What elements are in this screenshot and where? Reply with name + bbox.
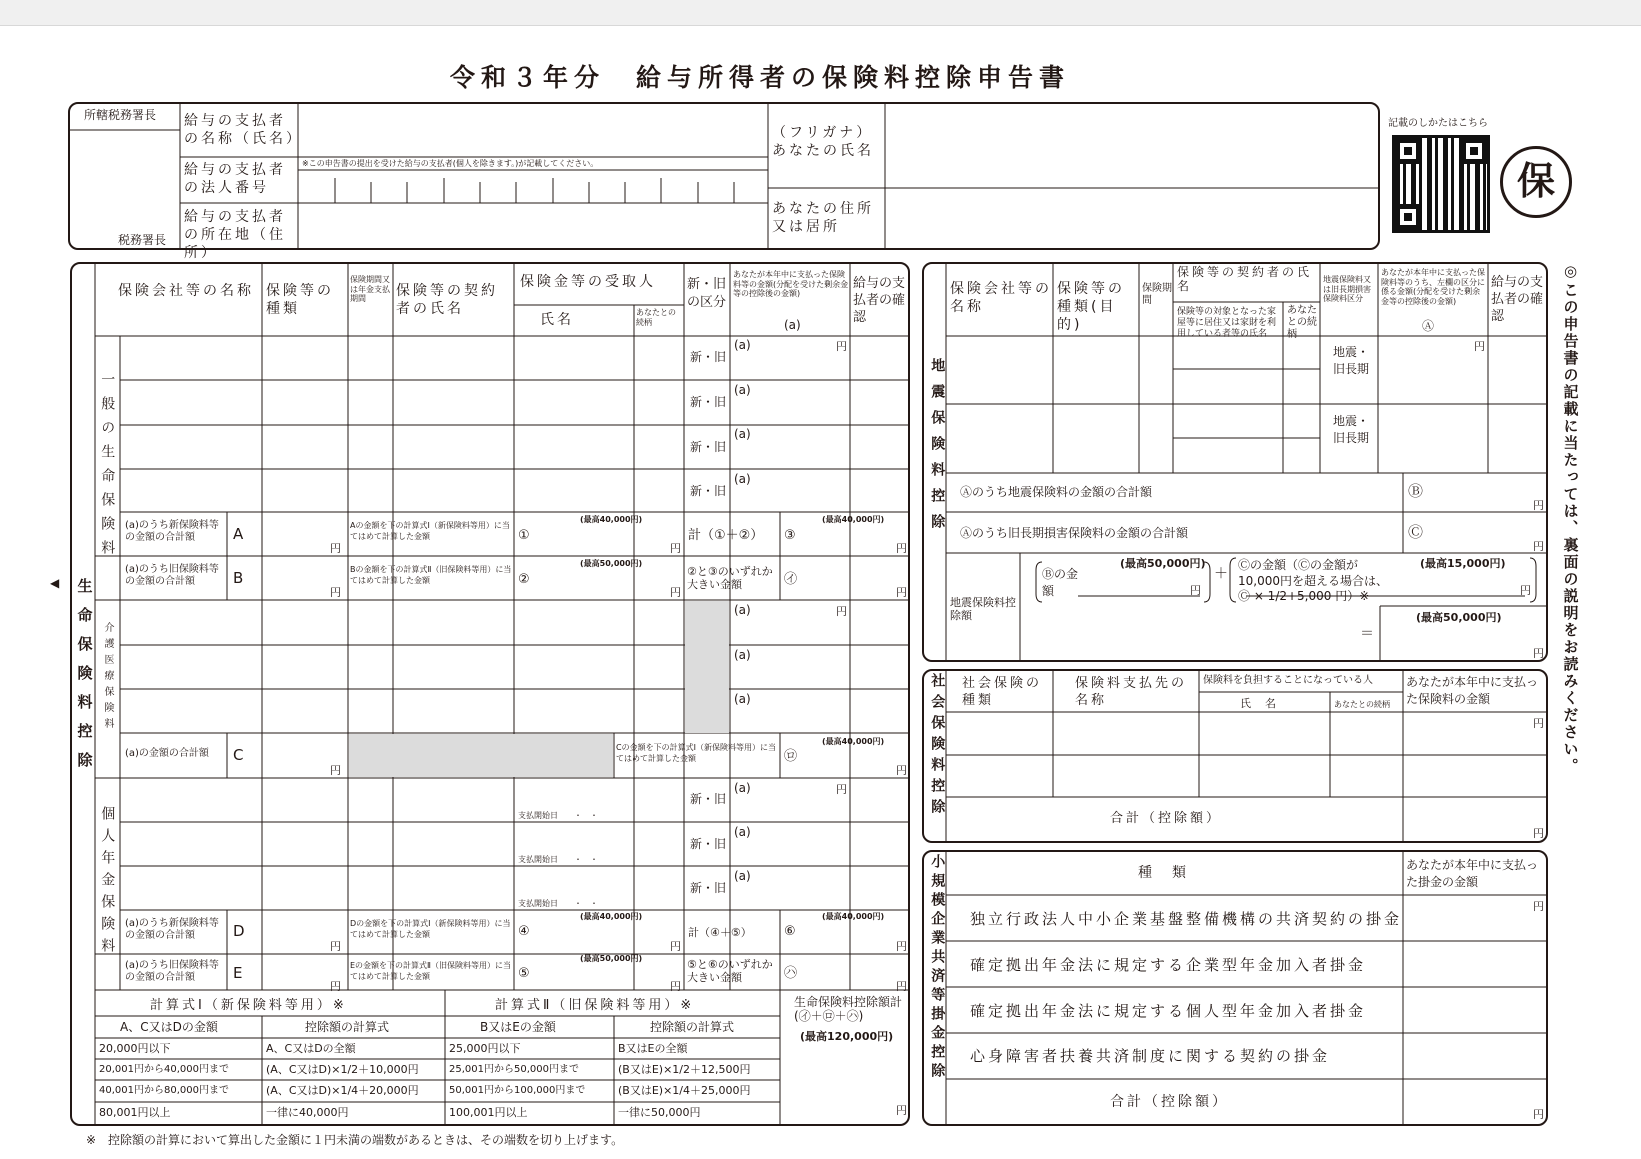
yen: 円 (896, 542, 907, 555)
cha: ㋩ (784, 966, 798, 981)
c6: ⑥ (784, 924, 796, 939)
col-type: 保険等の種類 (266, 283, 334, 318)
yen: 円 (836, 783, 847, 796)
yen: 円 (1533, 900, 1544, 913)
yen: 円 (1474, 340, 1485, 353)
col-amount-a: (a) (784, 318, 801, 332)
c4: ④ (518, 924, 530, 939)
s-col-type: 社会保険の種類 (962, 676, 1043, 708)
formula-cell: 80,001円以上 (99, 1106, 171, 1119)
yen: 円 (330, 764, 341, 777)
s-col-rel: あなたとの続柄 (1334, 700, 1390, 709)
b-amount: Ⓑの金額 (1042, 567, 1079, 598)
a-label: (a) (734, 825, 751, 839)
q-col-object: 保険等の対象となった家屋等に居住又は家財を利用している者等の氏名 (1177, 307, 1277, 339)
sm-row-4: 心身障害者扶養共済制度に関する契約の掛金 (970, 1047, 1331, 1065)
max15: (最高15,000円) (1420, 557, 1506, 570)
c2: ② (518, 572, 530, 587)
payer-number-label: 給与の支払者の法人番号 (184, 162, 286, 197)
yen: 円 (670, 940, 681, 953)
sm-row-3: 確定拠出年金法に規定する個人型年金加入者掛金 (970, 1002, 1367, 1020)
pay-start: 支払開始日 ・ ・ (518, 811, 598, 820)
yen: 円 (670, 542, 681, 555)
B-label: B (233, 569, 244, 587)
yen: 円 (1190, 584, 1201, 597)
col-period: 保険期間又は年金支払期間 (350, 275, 390, 304)
q-col-amount-a: Ⓐ (1422, 319, 1435, 333)
q-kind-2[interactable]: 地震・旧長期 (1332, 414, 1369, 445)
formula-cell: (A、C又はD)×1/2＋10,000円 (266, 1063, 419, 1076)
q-col-contractor: 保険等の契約者の氏名 (1177, 265, 1313, 294)
B-mark: Ⓑ (1408, 482, 1424, 500)
col-recipient: 保険金等の受取人 (520, 274, 656, 290)
col-newold: 新・旧の区分 (687, 277, 727, 311)
max56: ⑤と⑥のいずれか大きい金額 (687, 958, 773, 985)
formula-cell: 100,001円以上 (449, 1106, 528, 1119)
newold-5[interactable]: 新・旧 (690, 792, 727, 806)
yen: 円 (330, 542, 341, 555)
formula-cell: B又はEの全額 (618, 1042, 688, 1055)
formula-c4: 控除額の計算式 (650, 1020, 735, 1034)
yen: 円 (1533, 1108, 1544, 1121)
s-col-name: 氏名 (1240, 697, 1290, 710)
yen: 円 (1533, 717, 1544, 730)
formula-h1: 計算式Ⅰ（新保険料等用）※ (150, 998, 347, 1013)
q-col-type: 保険等の種類(目的) (1057, 281, 1125, 334)
max23: ②と③のいずれか大きい金額 (687, 565, 773, 592)
c-amount: Ⓒの金額（Ⓒの金額が10,000円を超える場合は、Ⓒ × 1/2+5,000 円）※ (1238, 558, 1388, 604)
yen: 円 (896, 940, 907, 953)
q-col-amount: あなたが本年中に支払った保険料等のうち、左欄の区分に係る金額(分配を受けた剰余金等の控除後の金額) (1381, 268, 1485, 306)
sum12: 計（①＋②） (688, 528, 764, 543)
section-arrow: ◀ (50, 576, 60, 590)
col-confirm: 給与の支払者の確認 (853, 276, 906, 325)
pay-start: 支払開始日 ・ ・ (518, 855, 598, 864)
stamp-circle: 保 (1500, 146, 1572, 218)
sum-old-label: (a)のうち旧保険料等の金額の合計額 (125, 960, 219, 983)
payer-address-label: 給与の支払者の所在地（住所） (184, 209, 286, 262)
general-label: 一般の生命保険料 (99, 372, 116, 564)
sm-row-2: 確定拠出年金法に規定する企業型年金加入者掛金 (970, 956, 1367, 974)
formula-cell: (A、C又はD)×1/4＋20,000円 (266, 1084, 419, 1097)
yen: 円 (1533, 827, 1544, 840)
care-label: 介護医療保険料 (102, 622, 113, 734)
footnote: ※ 控除額の計算において算出した金額に１円未満の端数があるときは、その端数を切り上げます。 (86, 1133, 624, 1147)
a-label: (a) (734, 472, 751, 486)
pension-label: 個人年金保険料 (99, 806, 116, 960)
formula-c2: 控除額の計算式 (305, 1020, 390, 1034)
formula-cell: 50,001円から100,000円まで (449, 1085, 586, 1096)
newold-6[interactable]: 新・旧 (690, 837, 727, 851)
max50: (最高50,000円) (580, 954, 643, 963)
D-label: D (233, 922, 245, 940)
col-amount: あなたが本年中に支払った保険料等の金額(分配を受けた剰余金等の控除後の金額) (733, 270, 849, 299)
your-name-label: あなたの氏名 (772, 143, 874, 159)
yen: 円 (330, 586, 341, 599)
quake-section-title: 地震保険料控除 (929, 358, 946, 540)
yen: 円 (670, 980, 681, 993)
max50: (最高50,000円) (580, 559, 643, 568)
quake-ded-label: 地震保険料控除額 (950, 596, 1016, 623)
a-label: (a) (734, 648, 751, 662)
a-label: (a) (734, 427, 751, 441)
a-label: (a) (734, 869, 751, 883)
yen: 円 (1533, 540, 1544, 553)
page-title: 令和３年分 給与所得者の保険料控除申告書 (450, 63, 1071, 92)
cro: ㋺ (784, 749, 798, 764)
col-name: 氏名 (540, 312, 574, 328)
formula-c3: B又はEの金額 (480, 1020, 556, 1034)
q-col-kind: 地震保険料又は旧長期損害保険料区分 (1323, 275, 1371, 304)
formula-cell: 一律に40,000円 (266, 1106, 349, 1119)
newold-4[interactable]: 新・旧 (690, 484, 727, 498)
yen: 円 (670, 586, 681, 599)
newold-3[interactable]: 新・旧 (690, 440, 727, 454)
yen: 円 (1520, 584, 1531, 597)
sum-new-label: (a)のうち新保険料等の金額の合計額 (125, 520, 219, 543)
tax-office-label: 所轄税務署長 (84, 108, 157, 122)
formula-cell: A、C又はDの全額 (266, 1042, 356, 1055)
calc-B: Bの金額を下の計算式Ⅱ（旧保険料等用）に当てはめて計算した金額 (350, 565, 512, 586)
payer-number-note: ※この申告書の提出を受けた給与の支払者(個人を除きます。)が記載してください。 (302, 159, 599, 168)
calc-C: Cの金額を下の計算式Ⅰ（新保険料等用）に当てはめて計算した金額 (616, 743, 776, 764)
formula-cell: 20,000円以下 (99, 1042, 171, 1055)
small-section-title: 小規模企業共済等掛金控除 (929, 854, 946, 1082)
a-label: (a) (734, 781, 751, 795)
max40: (最高40,000円) (580, 912, 643, 921)
yen: 円 (330, 940, 341, 953)
sum-all-label: (a)の金額の合計額 (125, 748, 209, 759)
sum-B-label: Ⓐのうち地震保険料の金額の合計額 (960, 485, 1153, 499)
max40: (最高40,000円) (822, 912, 885, 921)
max40: (最高40,000円) (580, 515, 643, 524)
C-label: C (233, 746, 244, 764)
yen: 円 (836, 605, 847, 618)
q-col-confirm: 給与の支払者の確認 (1491, 275, 1544, 324)
s-col-payee: 保険料支払先の名称 (1075, 676, 1188, 708)
pay-start: 支払開始日 ・ ・ (518, 899, 598, 908)
sum45: 計（④＋⑤） (688, 926, 752, 939)
sm-col-kind: 種類 (1138, 865, 1206, 881)
yen: 円 (896, 586, 907, 599)
formula-cell: 20,001円から40,000円まで (99, 1064, 229, 1075)
formula-cell: 25,001円から50,000円まで (449, 1064, 579, 1075)
newold-7[interactable]: 新・旧 (690, 881, 727, 895)
tax-office-suffix: 税務署長 (118, 233, 167, 247)
life-total-max: (最高120,000円) (800, 1030, 894, 1043)
yen: 円 (1533, 647, 1544, 660)
q-kind-1[interactable]: 地震・旧長期 (1332, 345, 1369, 376)
c3: ③ (784, 528, 796, 543)
E-label: E (233, 964, 243, 982)
a-label: (a) (734, 603, 751, 617)
calc-D: Dの金額を下の計算式Ⅰ（新保険料等用）に当てはめて計算した金額 (350, 919, 511, 940)
sum-new-label: (a)のうち新保険料等の金額の合計額 (125, 918, 219, 941)
furigana-label: （フリガナ） (772, 125, 874, 141)
formula-cell: 25,000円以下 (449, 1042, 521, 1055)
c1: ① (518, 528, 530, 543)
sm-row-1: 独立行政法人中小企業基盤整備機構の共済契約の掛金 (970, 910, 1403, 928)
formula-h2: 計算式Ⅱ（旧保険料等用）※ (495, 998, 695, 1013)
sum-old-label: (a)のうち旧保険料等の金額の合計額 (125, 564, 219, 587)
payer-name-label: 給与の支払者の名称（氏名） (184, 113, 303, 148)
formula-cell: (B又はE)×1/4＋25,000円 (618, 1084, 751, 1097)
sm-col-amount: あなたが本年中に支払った掛金の金額 (1406, 858, 1539, 889)
q-col-company: 保険会社等の名称 (950, 281, 1052, 316)
max40: (最高40,000円) (822, 737, 885, 746)
small-total-label: 合計（控除額） (1110, 1094, 1229, 1110)
sum-C-label: Ⓐのうち旧長期損害保険料の金額の合計額 (960, 526, 1189, 540)
life-total-label: 生命保険料控除額計(㋑＋㋺＋㋩) (794, 995, 903, 1024)
calc-E: Eの金額を下の計算式Ⅱ（旧保険料等用）に当てはめて計算した金額 (350, 961, 511, 982)
yen: 円 (836, 340, 847, 353)
newold-2[interactable]: 新・旧 (690, 395, 727, 409)
col-contractor: 保険等の契約者の氏名 (396, 283, 498, 318)
yen: 円 (1533, 499, 1544, 512)
social-section-title: 社会保険料控除 (929, 673, 946, 820)
yen: 円 (896, 764, 907, 777)
qr-caption: 記載のしかたはこちら (1388, 118, 1488, 129)
s-col-payer: 保険料を負担することになっている人 (1203, 675, 1373, 686)
max50b: (最高50,000円) (1416, 611, 1502, 624)
a-label: (a) (734, 338, 751, 352)
calc-A: Aの金額を下の計算式Ⅰ（新保険料等用）に当てはめて計算した金額 (350, 521, 510, 542)
formula-cell: 一律に50,000円 (618, 1106, 701, 1119)
equals: ＝ (1360, 626, 1374, 642)
s-col-amount: あなたが本年中に支払った保険料の金額 (1406, 675, 1539, 706)
max50: (最高50,000円) (1120, 557, 1206, 570)
C-mark: Ⓒ (1408, 523, 1424, 541)
formula-c1: A、C又はDの金額 (120, 1020, 218, 1034)
max40: (最高40,000円) (822, 515, 885, 524)
c5: ⑤ (518, 966, 530, 981)
formula-cell: 40,001円から80,000円まで (99, 1085, 229, 1096)
col-rel: あなたとの続柄 (636, 308, 676, 327)
a-label: (a) (734, 383, 751, 397)
yen: 円 (896, 1104, 907, 1117)
yen: 円 (330, 980, 341, 993)
your-address-label: あなたの住所又は居所 (772, 201, 874, 236)
col-company: 保険会社等の名称 (118, 283, 254, 299)
newold-1[interactable]: 新・旧 (690, 350, 727, 364)
a-label: (a) (734, 692, 751, 706)
ci: ㋑ (784, 572, 798, 587)
formula-cell: (B又はE)×1/2＋12,500円 (618, 1063, 751, 1076)
q-col-period: 保険期間 (1142, 283, 1172, 306)
A-label: A (233, 525, 244, 543)
q-col-rel: あなたとの続柄 (1287, 305, 1317, 340)
yen: 円 (896, 980, 907, 993)
life-section-title: 生命保険料控除 (75, 578, 94, 781)
plus: ＋ (1214, 566, 1228, 582)
side-note: ◎この申告書の記載に当たっては、裏面の説明をお読みください。 (1561, 262, 1580, 775)
social-total-label: 合計（控除額） (1110, 811, 1223, 826)
